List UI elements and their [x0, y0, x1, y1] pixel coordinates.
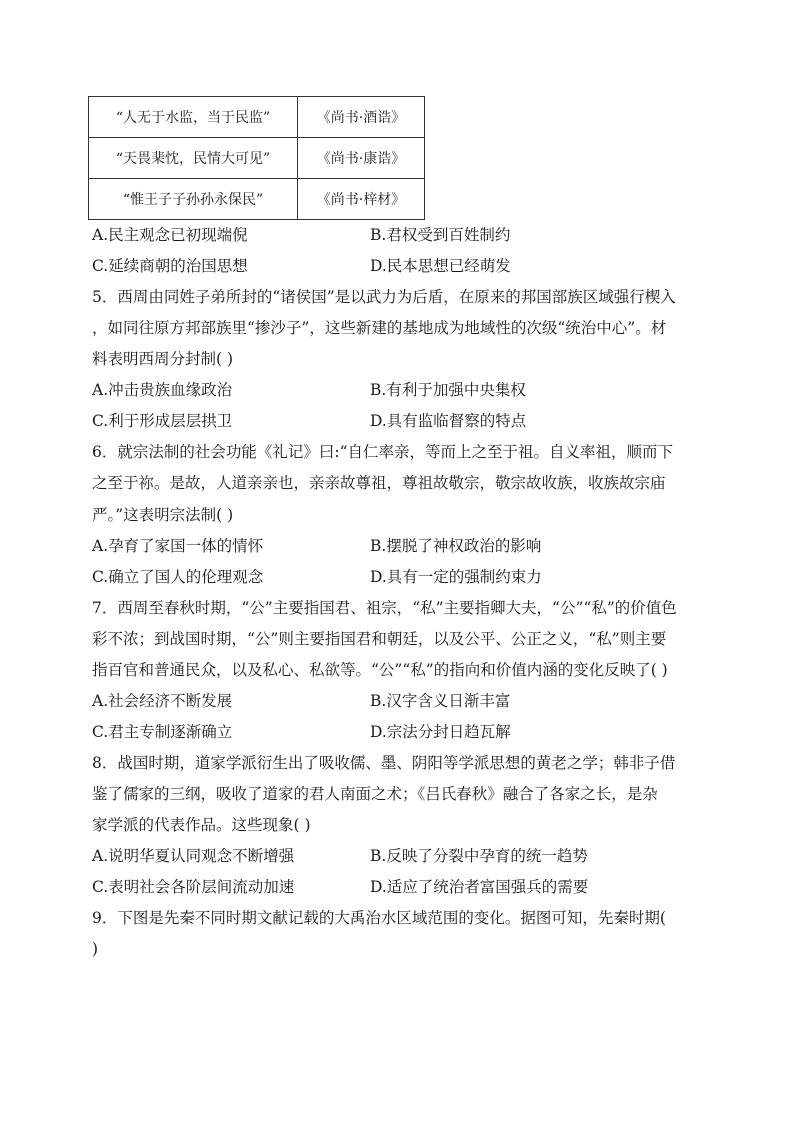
q8-stem-line: 家学派的代表作品。这些现象( )	[92, 816, 311, 834]
q6-option-c: C.确立了国人的伦理观念	[92, 568, 264, 586]
q7-option-b: B.汉字含义日渐丰富	[370, 692, 511, 710]
quote-cell: “天畏棐忱，民情大可见”	[89, 138, 298, 179]
q8-option-d: D.适应了统治者富国强兵的需要	[370, 878, 589, 896]
table-row	[89, 138, 425, 179]
q5-option-a: A.冲击贵族血缘政治	[92, 381, 233, 399]
q5-option-c: C.利于形成层层拱卫	[92, 412, 233, 430]
q4-option-a: A.民主观念已初现端倪	[92, 226, 248, 244]
q8-option-c: C.表明社会各阶层间流动加速	[92, 878, 295, 896]
q5-stem-line: ，如同往原方邦部族里“掺沙子”，这些新建的基地成为地域性的次级“统治中心”。材	[92, 319, 667, 337]
q4-option-d: D.民本思想已经萌发	[370, 257, 511, 275]
q4-option-c: C.延续商朝的治国思想	[92, 257, 248, 275]
q7-stem-line: 彩不浓；到战国时期，“公”则主要指国君和朝廷，以及公平、公正之义，“私”则主要	[92, 630, 667, 648]
q8-stem-line: 鉴了儒家的三纲，吸收了道家的君人南面之术；《吕氏春秋》融合了各家之长，是杂	[92, 785, 658, 803]
q4-option-b: B.君权受到百姓制约	[370, 226, 511, 244]
q8-option-b: B.反映了分裂中孕育的统一趋势	[370, 847, 588, 865]
q8-stem-line: 8．战国时期，道家学派衍生出了吸收儒、墨、阴阳等学派思想的黄老之学；韩非子借	[92, 754, 676, 772]
q9-stem-line: 9．下图是先秦不同时期文献记载的大禹治水区域范围的变化。据图可知，先秦时期(	[92, 909, 666, 927]
q5-stem-line: 料表明西周分封制( )	[92, 350, 234, 368]
q8-option-a: A.说明华夏认同观念不断增强	[92, 847, 295, 865]
source-cell: 《尚书·梓材》	[298, 179, 425, 220]
q5-stem-line: 5．西周由同姓子弟所封的“诸侯国”是以武力为后盾，在原来的邦国部族区域强行楔入	[92, 288, 676, 306]
quote-cell: “人无于水监，当于民监”	[89, 97, 298, 138]
q6-option-a: A.孕育了家国一体的情怀	[92, 537, 264, 555]
table-row	[89, 97, 425, 138]
q6-option-d: D.具有一定的强制约束力	[370, 568, 542, 586]
q5-option-d: D.具有监临督察的特点	[370, 412, 527, 430]
q5-option-b: B.有利于加强中央集权	[370, 381, 526, 399]
q6-stem-line: 6．就宗法制的社会功能《礼记》曰:“自仁率亲，等而上之至于祖。自义率祖，顺而下	[92, 443, 674, 461]
q6-option-b: B.摆脱了神权政治的影响	[370, 537, 542, 555]
q9-stem-line: )	[92, 940, 99, 958]
q7-stem-line: 指百官和普通民众，以及私心、私欲等。“公”“私”的指向和价值内涵的变化反映了( )	[92, 661, 668, 679]
source-cell: 《尚书·酒诰》	[298, 97, 425, 138]
q6-stem-line: 之至于祢。是故，人道亲亲也，亲亲故尊祖，尊祖故敬宗，敬宗故收族，收族故宗庙	[92, 474, 666, 492]
quote-source-table	[88, 96, 425, 220]
q7-stem-line: 7．西周至春秋时期，“公”主要指国君、祖宗，“私”主要指卿大夫，“公”“私”的价值色	[92, 599, 677, 617]
q7-option-a: A.社会经济不断发展	[92, 692, 233, 710]
quote-cell: “惟王子子孙孙永保民”	[89, 179, 298, 220]
q6-stem-line: 严。”这表明宗法制( )	[92, 506, 234, 524]
table-row	[89, 179, 425, 220]
source-cell: 《尚书·康诰》	[298, 138, 425, 179]
q7-option-d: D.宗法分封日趋瓦解	[370, 723, 511, 741]
q7-option-c: C.君主专制逐渐确立	[92, 723, 233, 741]
